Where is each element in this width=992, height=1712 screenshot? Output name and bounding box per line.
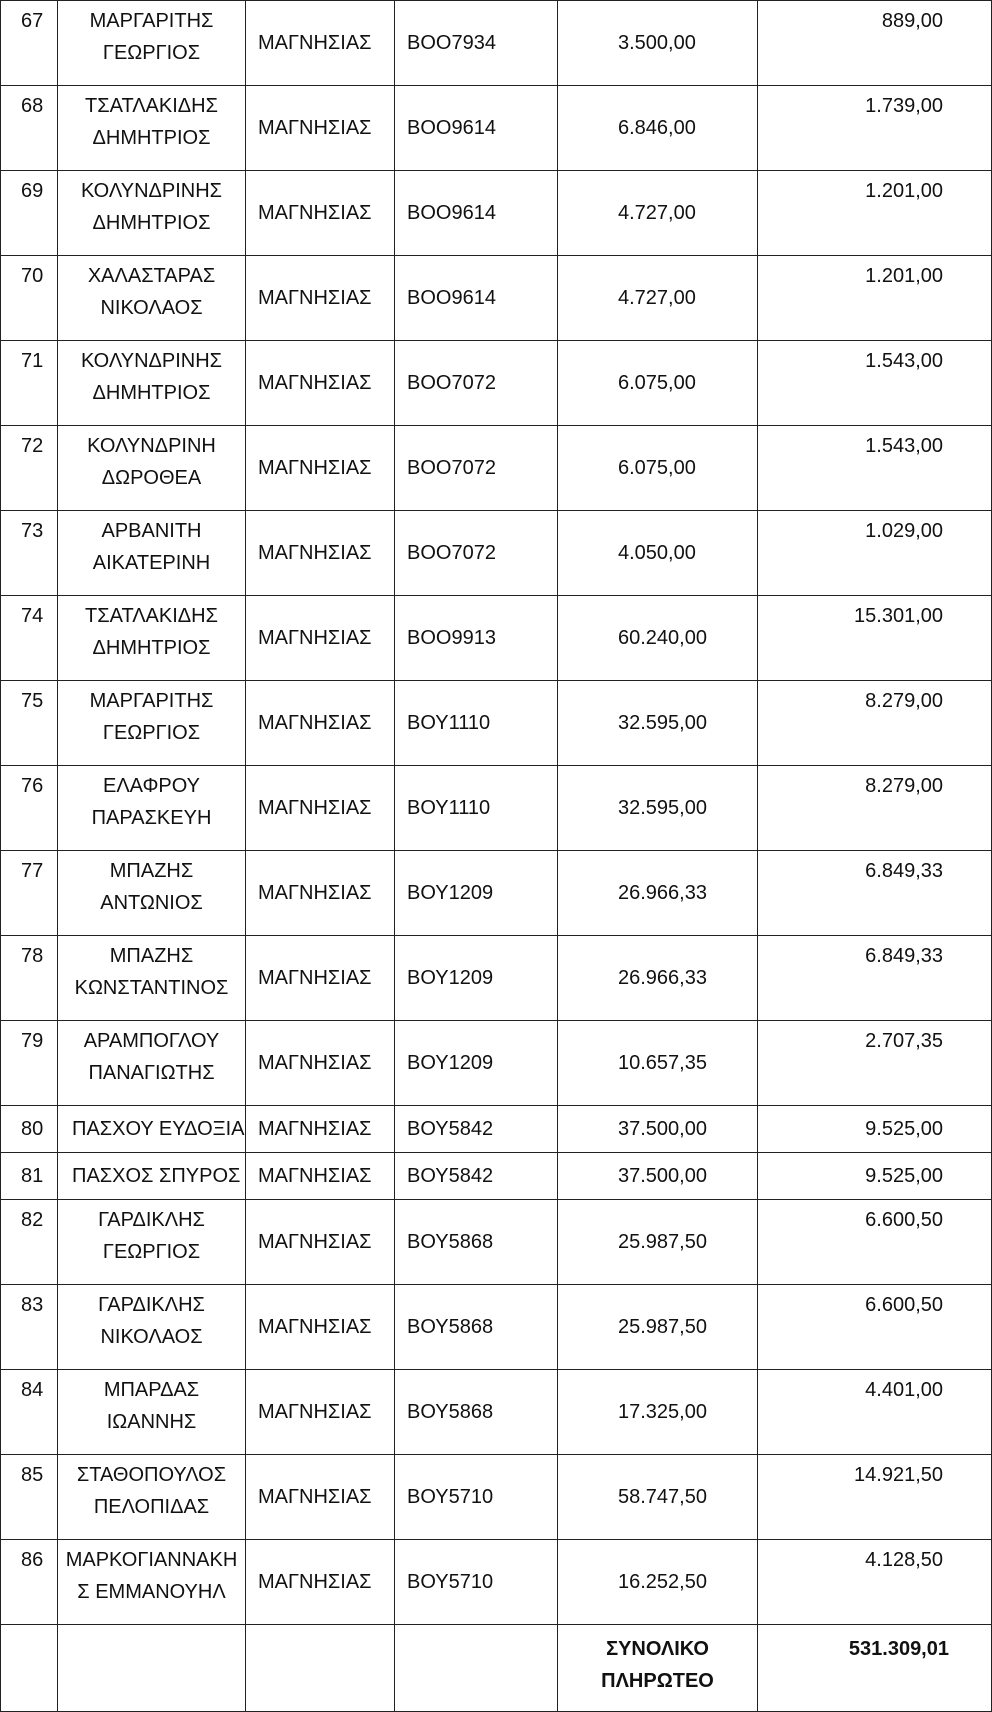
beneficiary-name-line2: ΔΗΜΗΤΡΙΟΣ bbox=[92, 212, 211, 234]
amount: 25.987,50 bbox=[618, 1231, 707, 1253]
payable: 8.279,00 bbox=[865, 775, 943, 797]
beneficiary-name-line2: ΔΗΜΗΤΡΙΟΣ bbox=[92, 382, 211, 404]
region: ΜΑΓΝΗΣΙΑΣ bbox=[258, 372, 372, 394]
payable-cell bbox=[758, 596, 992, 681]
code: ΒΟΟ9614 bbox=[407, 202, 496, 224]
payable-cell bbox=[758, 1200, 992, 1285]
payable-cell bbox=[758, 1153, 992, 1200]
table-row bbox=[1, 1021, 992, 1106]
payable-cell bbox=[758, 426, 992, 511]
region-cell bbox=[246, 1285, 395, 1370]
payable: 15.301,00 bbox=[854, 605, 943, 627]
beneficiary-name-line2: ΑΙΚΑΤΕΡΙΝΗ bbox=[92, 552, 211, 574]
row-number-cell bbox=[1, 171, 58, 256]
amount: 6.075,00 bbox=[618, 372, 696, 394]
code: ΒΟΟ7072 bbox=[407, 372, 496, 394]
beneficiary-name-line2: ΠΑΝΑΓΙΩΤΗΣ bbox=[88, 1062, 215, 1084]
code-cell bbox=[395, 426, 558, 511]
amount-cell bbox=[558, 1285, 758, 1370]
code: ΒΟΥ5842 bbox=[407, 1165, 494, 1187]
row-number-cell bbox=[1, 1106, 58, 1153]
payable-cell bbox=[758, 936, 992, 1021]
amount: 32.595,00 bbox=[618, 797, 707, 819]
code: ΒΟΥ1110 bbox=[407, 712, 491, 734]
beneficiary-name-line1: ΕΛΑΦΡΟΥ bbox=[102, 775, 200, 797]
code-cell bbox=[395, 681, 558, 766]
region: ΜΑΓΝΗΣΙΑΣ bbox=[258, 287, 372, 309]
table-row bbox=[1, 1455, 992, 1540]
code: ΒΟΥ1110 bbox=[407, 797, 491, 819]
code: ΒΟΥ5868 bbox=[407, 1231, 494, 1253]
amount-cell bbox=[558, 766, 758, 851]
payable: 1.543,00 bbox=[865, 350, 943, 372]
amount: 26.966,33 bbox=[618, 882, 707, 904]
region-cell bbox=[246, 1370, 395, 1455]
beneficiary-name-line1: ΚΟΛΥΝΔΡΙΝΗΣ bbox=[80, 350, 223, 372]
amount-cell bbox=[558, 936, 758, 1021]
region: ΜΑΓΝΗΣΙΑΣ bbox=[258, 457, 372, 479]
region: ΜΑΓΝΗΣΙΑΣ bbox=[258, 1165, 372, 1187]
payable-cell bbox=[758, 1455, 992, 1540]
beneficiary-name-line2: ΚΩΝΣΤΑΝΤΙΝΟΣ bbox=[74, 977, 229, 999]
beneficiary-name-line1: ΜΠΑΡΔΑΣ bbox=[103, 1379, 200, 1401]
amount-cell bbox=[558, 1153, 758, 1200]
payable-cell bbox=[758, 1106, 992, 1153]
amount: 60.240,00 bbox=[618, 627, 707, 649]
code: ΒΟΥ1209 bbox=[407, 967, 494, 989]
code: ΒΟΥ1209 bbox=[407, 1052, 494, 1074]
beneficiary-name-line2: ΙΩΑΝΝΗΣ bbox=[106, 1411, 197, 1433]
region-cell bbox=[246, 766, 395, 851]
payable-cell bbox=[758, 1285, 992, 1370]
region-cell bbox=[246, 86, 395, 171]
beneficiary-name-line1: ΤΣΑΤΛΑΚΙΔΗΣ bbox=[85, 95, 218, 117]
amount-cell bbox=[558, 1, 758, 86]
payable-cell bbox=[758, 1370, 992, 1455]
payable-cell bbox=[758, 86, 992, 171]
beneficiary-name-line2: ΔΩΡΟΘΕΑ bbox=[101, 467, 202, 489]
beneficiary-name-line2: ΝΙΚΟΛΑΟΣ bbox=[100, 297, 203, 319]
amount: 4.727,00 bbox=[618, 287, 696, 309]
amount: 32.595,00 bbox=[618, 712, 707, 734]
beneficiary-name-cell bbox=[58, 596, 246, 681]
row-number-cell bbox=[1, 936, 58, 1021]
payable: 4.401,00 bbox=[865, 1379, 943, 1401]
region: ΜΑΓΝΗΣΙΑΣ bbox=[258, 1231, 372, 1253]
region: ΜΑΓΝΗΣΙΑΣ bbox=[258, 1401, 372, 1423]
payable: 1.201,00 bbox=[865, 180, 943, 202]
code: ΒΟΟ9614 bbox=[407, 117, 496, 139]
row-number-cell bbox=[1, 256, 58, 341]
beneficiary-name-line2: ΔΗΜΗΤΡΙΟΣ bbox=[92, 127, 211, 149]
amount: 3.500,00 bbox=[618, 32, 696, 54]
beneficiary-name-line2: ΑΝΤΩΝΙΟΣ bbox=[100, 892, 203, 914]
beneficiary-name-cell bbox=[58, 766, 246, 851]
region: ΜΑΓΝΗΣΙΑΣ bbox=[258, 32, 372, 54]
code: ΒΟΟ7072 bbox=[407, 457, 496, 479]
amount: 25.987,50 bbox=[618, 1316, 707, 1338]
beneficiary-name-line2: ΓΕΩΡΓΙΟΣ bbox=[102, 1241, 201, 1263]
table-row bbox=[1, 426, 992, 511]
region-cell bbox=[246, 596, 395, 681]
region-cell bbox=[246, 426, 395, 511]
region: ΜΑΓΝΗΣΙΑΣ bbox=[258, 202, 372, 224]
payable-cell bbox=[758, 341, 992, 426]
row-number-cell bbox=[1, 341, 58, 426]
table-row bbox=[1, 596, 992, 681]
total-row bbox=[1, 1625, 992, 1712]
code-cell bbox=[395, 1, 558, 86]
beneficiary-name-line2: ΓΕΩΡΓΙΟΣ bbox=[102, 42, 201, 64]
code-cell bbox=[395, 1200, 558, 1285]
beneficiary-name-cell bbox=[58, 1021, 246, 1106]
amount: 37.500,00 bbox=[618, 1165, 707, 1187]
payable: 1.739,00 bbox=[865, 95, 943, 117]
amount-cell bbox=[558, 171, 758, 256]
beneficiary-name-line1: ΤΣΑΤΛΑΚΙΔΗΣ bbox=[85, 605, 218, 627]
beneficiary-name-line1: ΓΑΡΔΙΚΛΗΣ bbox=[98, 1294, 205, 1316]
beneficiary-name-line2: ΓΕΩΡΓΙΟΣ bbox=[102, 722, 201, 744]
beneficiary-name-line2: Σ ΕΜΜΑΝΟΥΗΛ bbox=[77, 1581, 226, 1603]
amount-cell bbox=[558, 86, 758, 171]
amount-cell bbox=[558, 681, 758, 766]
row-number: 72 bbox=[21, 435, 44, 457]
payable-cell bbox=[758, 1540, 992, 1625]
payable: 8.279,00 bbox=[865, 690, 943, 712]
beneficiary-name-cell bbox=[58, 341, 246, 426]
row-number: 70 bbox=[21, 265, 44, 287]
beneficiary-name-line2: ΝΙΚΟΛΑΟΣ bbox=[100, 1326, 203, 1348]
region-cell bbox=[246, 1021, 395, 1106]
row-number: 74 bbox=[21, 605, 44, 627]
code: ΒΟΥ5710 bbox=[407, 1571, 494, 1593]
region-cell bbox=[246, 1153, 395, 1200]
row-number: 86 bbox=[21, 1549, 44, 1571]
beneficiary-name-line1: ΜΑΡΓΑΡΙΤΗΣ bbox=[89, 10, 214, 32]
table-row bbox=[1, 341, 992, 426]
row-number-cell bbox=[1, 511, 58, 596]
row-number-cell bbox=[1, 1, 58, 86]
beneficiary-name-line2: ΠΑΡΑΣΚΕΥΗ bbox=[91, 807, 212, 829]
table-row bbox=[1, 1, 992, 86]
code-cell bbox=[395, 1153, 558, 1200]
beneficiary-name-line1: ΓΑΡΔΙΚΛΗΣ bbox=[98, 1209, 205, 1231]
region-cell bbox=[246, 851, 395, 936]
table-row bbox=[1, 1285, 992, 1370]
row-number: 71 bbox=[21, 350, 44, 372]
code: ΒΟΥ5710 bbox=[407, 1486, 494, 1508]
table-row bbox=[1, 1200, 992, 1285]
payable: 6.600,50 bbox=[865, 1294, 943, 1316]
beneficiary-name-line1: ΚΟΛΥΝΔΡΙΝΗΣ bbox=[80, 180, 223, 202]
region: ΜΑΓΝΗΣΙΑΣ bbox=[258, 1052, 372, 1074]
code: ΒΟΟ7072 bbox=[407, 542, 496, 564]
beneficiary-name-line1: ΠΑΣΧΟΣ ΣΠΥΡΟΣ bbox=[72, 1165, 241, 1187]
total-label bbox=[558, 1625, 758, 1712]
code: ΒΟΥ1209 bbox=[407, 882, 494, 904]
amount-cell bbox=[558, 1021, 758, 1106]
row-number-cell bbox=[1, 851, 58, 936]
table-row bbox=[1, 511, 992, 596]
beneficiary-name-line1: ΜΠΑΖΗΣ bbox=[109, 860, 194, 882]
beneficiary-name-line2: ΠΕΛΟΠΙΔΑΣ bbox=[93, 1496, 210, 1518]
amount-cell bbox=[558, 1370, 758, 1455]
table-row bbox=[1, 936, 992, 1021]
payable: 6.600,50 bbox=[865, 1209, 943, 1231]
beneficiary-name-line1: ΠΑΣΧΟΥ ΕΥΔΟΞΙΑ bbox=[72, 1118, 245, 1140]
beneficiary-name-cell bbox=[58, 936, 246, 1021]
amount-cell bbox=[558, 256, 758, 341]
table-row bbox=[1, 171, 992, 256]
table-row bbox=[1, 1153, 992, 1200]
row-number-cell bbox=[1, 1455, 58, 1540]
row-number: 83 bbox=[21, 1294, 44, 1316]
region-cell bbox=[246, 1, 395, 86]
row-number-cell bbox=[1, 426, 58, 511]
region: ΜΑΓΝΗΣΙΑΣ bbox=[258, 627, 372, 649]
beneficiary-name-cell bbox=[58, 1106, 246, 1153]
beneficiary-name-cell bbox=[58, 426, 246, 511]
payable: 1.201,00 bbox=[865, 265, 943, 287]
row-number-cell bbox=[1, 1285, 58, 1370]
region-cell bbox=[246, 936, 395, 1021]
region-cell bbox=[246, 1540, 395, 1625]
beneficiary-name-line1: ΜΑΡΚΟΓΙΑΝΝΑΚΗ bbox=[65, 1549, 238, 1571]
total-empty-cell bbox=[1, 1625, 58, 1712]
amount: 58.747,50 bbox=[618, 1486, 707, 1508]
row-number: 68 bbox=[21, 95, 44, 117]
total-empty-cell bbox=[58, 1625, 246, 1712]
payable-cell bbox=[758, 766, 992, 851]
row-number: 78 bbox=[21, 945, 44, 967]
table-row bbox=[1, 1370, 992, 1455]
payable-cell bbox=[758, 256, 992, 341]
amount-cell bbox=[558, 1200, 758, 1285]
beneficiary-name-cell bbox=[58, 1455, 246, 1540]
code: ΒΟΟ9913 bbox=[407, 627, 496, 649]
row-number-cell bbox=[1, 1370, 58, 1455]
total-value: 531.309,01 bbox=[758, 1625, 992, 1712]
code-cell bbox=[395, 766, 558, 851]
row-number: 79 bbox=[21, 1030, 44, 1052]
row-number: 81 bbox=[21, 1165, 44, 1187]
code-cell bbox=[395, 1370, 558, 1455]
beneficiary-name-cell bbox=[58, 851, 246, 936]
beneficiary-name-cell bbox=[58, 86, 246, 171]
region-cell bbox=[246, 341, 395, 426]
beneficiary-name-cell bbox=[58, 256, 246, 341]
code-cell bbox=[395, 1021, 558, 1106]
row-number: 67 bbox=[21, 10, 44, 32]
table-row bbox=[1, 86, 992, 171]
code-cell bbox=[395, 256, 558, 341]
payable: 889,00 bbox=[881, 10, 943, 32]
amount: 6.846,00 bbox=[618, 117, 696, 139]
beneficiary-name-line1: ΧΑΛΑΣΤΑΡΑΣ bbox=[87, 265, 216, 287]
code-cell bbox=[395, 596, 558, 681]
beneficiary-name-line1: ΚΟΛΥΝΔΡΙΝΗ bbox=[87, 435, 216, 457]
row-number: 73 bbox=[21, 520, 44, 542]
total-empty-cell bbox=[395, 1625, 558, 1712]
beneficiary-name-line1: ΑΡΒΑΝΙΤΗ bbox=[101, 520, 202, 542]
row-number-cell bbox=[1, 1153, 58, 1200]
amount: 37.500,00 bbox=[618, 1118, 707, 1140]
region: ΜΑΓΝΗΣΙΑΣ bbox=[258, 1571, 372, 1593]
region-cell bbox=[246, 256, 395, 341]
region-cell bbox=[246, 1455, 395, 1540]
table-row bbox=[1, 766, 992, 851]
beneficiary-name-cell bbox=[58, 1, 246, 86]
row-number: 84 bbox=[21, 1379, 44, 1401]
amount: 26.966,33 bbox=[618, 967, 707, 989]
code: ΒΟΥ5868 bbox=[407, 1401, 494, 1423]
row-number: 75 bbox=[21, 690, 44, 712]
table-row bbox=[1, 1540, 992, 1625]
table-row bbox=[1, 256, 992, 341]
region-cell bbox=[246, 511, 395, 596]
region-cell bbox=[246, 681, 395, 766]
row-number-cell bbox=[1, 1540, 58, 1625]
row-number: 69 bbox=[21, 180, 44, 202]
beneficiary-name-cell bbox=[58, 681, 246, 766]
code: ΒΟΥ5868 bbox=[407, 1316, 494, 1338]
code: ΒΟΟ7934 bbox=[407, 32, 496, 54]
payable: 9.525,00 bbox=[865, 1165, 943, 1187]
amount-cell bbox=[558, 851, 758, 936]
payable: 1.543,00 bbox=[865, 435, 943, 457]
amount-cell bbox=[558, 1540, 758, 1625]
amount-cell bbox=[558, 1106, 758, 1153]
region: ΜΑΓΝΗΣΙΑΣ bbox=[258, 797, 372, 819]
region: ΜΑΓΝΗΣΙΑΣ bbox=[258, 882, 372, 904]
row-number: 80 bbox=[21, 1118, 44, 1140]
code-cell bbox=[395, 171, 558, 256]
row-number: 82 bbox=[21, 1209, 44, 1231]
amount-cell bbox=[558, 426, 758, 511]
code-cell bbox=[395, 1455, 558, 1540]
code-cell bbox=[395, 936, 558, 1021]
row-number-cell bbox=[1, 596, 58, 681]
region: ΜΑΓΝΗΣΙΑΣ bbox=[258, 117, 372, 139]
code: ΒΟΟ9614 bbox=[407, 287, 496, 309]
row-number-cell bbox=[1, 1021, 58, 1106]
amount: 17.325,00 bbox=[618, 1401, 707, 1423]
beneficiary-name-cell bbox=[58, 1153, 246, 1200]
payable: 14.921,50 bbox=[854, 1464, 943, 1486]
code-cell bbox=[395, 86, 558, 171]
code-cell bbox=[395, 511, 558, 596]
amount: 6.075,00 bbox=[618, 457, 696, 479]
row-number: 77 bbox=[21, 860, 44, 882]
payable: 4.128,50 bbox=[865, 1549, 943, 1571]
beneficiary-name-line1: ΜΠΑΖΗΣ bbox=[109, 945, 194, 967]
amount-cell bbox=[558, 1455, 758, 1540]
amount: 16.252,50 bbox=[618, 1571, 707, 1593]
beneficiary-name-cell bbox=[58, 1540, 246, 1625]
table-row bbox=[1, 681, 992, 766]
row-number-cell bbox=[1, 766, 58, 851]
code: ΒΟΥ5842 bbox=[407, 1118, 494, 1140]
total-label-line1: ΣΥΝΟΛΙΚΟ bbox=[606, 1638, 709, 1660]
region: ΜΑΓΝΗΣΙΑΣ bbox=[258, 1316, 372, 1338]
payable: 1.029,00 bbox=[865, 520, 943, 542]
region-cell bbox=[246, 1200, 395, 1285]
row-number-cell bbox=[1, 1200, 58, 1285]
payable-cell bbox=[758, 681, 992, 766]
row-number: 85 bbox=[21, 1464, 44, 1486]
beneficiary-name-cell bbox=[58, 1370, 246, 1455]
region: ΜΑΓΝΗΣΙΑΣ bbox=[258, 967, 372, 989]
payable-cell bbox=[758, 1021, 992, 1106]
beneficiary-name-cell bbox=[58, 1200, 246, 1285]
table-body bbox=[1, 1, 992, 1712]
code-cell bbox=[395, 1285, 558, 1370]
row-number-cell bbox=[1, 681, 58, 766]
region: ΜΑΓΝΗΣΙΑΣ bbox=[258, 1486, 372, 1508]
region-cell bbox=[246, 1106, 395, 1153]
payable: 6.849,33 bbox=[865, 860, 943, 882]
payable-cell bbox=[758, 1, 992, 86]
code-cell bbox=[395, 1106, 558, 1153]
payable: 2.707,35 bbox=[865, 1030, 943, 1052]
row-number: 76 bbox=[21, 775, 44, 797]
region: ΜΑΓΝΗΣΙΑΣ bbox=[258, 1118, 372, 1140]
beneficiary-name-line1: ΑΡΑΜΠΟΓΛΟΥ bbox=[83, 1030, 220, 1052]
amount: 10.657,35 bbox=[618, 1052, 707, 1074]
beneficiary-name-line1: ΣΤΑΘΟΠΟΥΛΟΣ bbox=[76, 1464, 227, 1486]
beneficiary-name-cell bbox=[58, 1285, 246, 1370]
amount-cell bbox=[558, 511, 758, 596]
code-cell bbox=[395, 1540, 558, 1625]
payable: 9.525,00 bbox=[865, 1118, 943, 1140]
beneficiary-name-line1: ΜΑΡΓΑΡΙΤΗΣ bbox=[89, 690, 214, 712]
payable-cell bbox=[758, 851, 992, 936]
code-cell bbox=[395, 341, 558, 426]
beneficiary-name-line2: ΔΗΜΗΤΡΙΟΣ bbox=[92, 637, 211, 659]
total-label-line2: ΠΛΗΡΩΤΕΟ bbox=[601, 1670, 714, 1692]
beneficiary-name-cell bbox=[58, 511, 246, 596]
amount-cell bbox=[558, 596, 758, 681]
region-cell bbox=[246, 171, 395, 256]
table-row bbox=[1, 1106, 992, 1153]
total-empty-cell bbox=[246, 1625, 395, 1712]
payable-cell bbox=[758, 511, 992, 596]
payable: 6.849,33 bbox=[865, 945, 943, 967]
beneficiary-name-cell bbox=[58, 171, 246, 256]
amount-cell bbox=[558, 341, 758, 426]
region: ΜΑΓΝΗΣΙΑΣ bbox=[258, 542, 372, 564]
table-row bbox=[1, 851, 992, 936]
payable-cell bbox=[758, 171, 992, 256]
amount: 4.050,00 bbox=[618, 542, 696, 564]
amount: 4.727,00 bbox=[618, 202, 696, 224]
code-cell bbox=[395, 851, 558, 936]
row-number-cell bbox=[1, 86, 58, 171]
region: ΜΑΓΝΗΣΙΑΣ bbox=[258, 712, 372, 734]
